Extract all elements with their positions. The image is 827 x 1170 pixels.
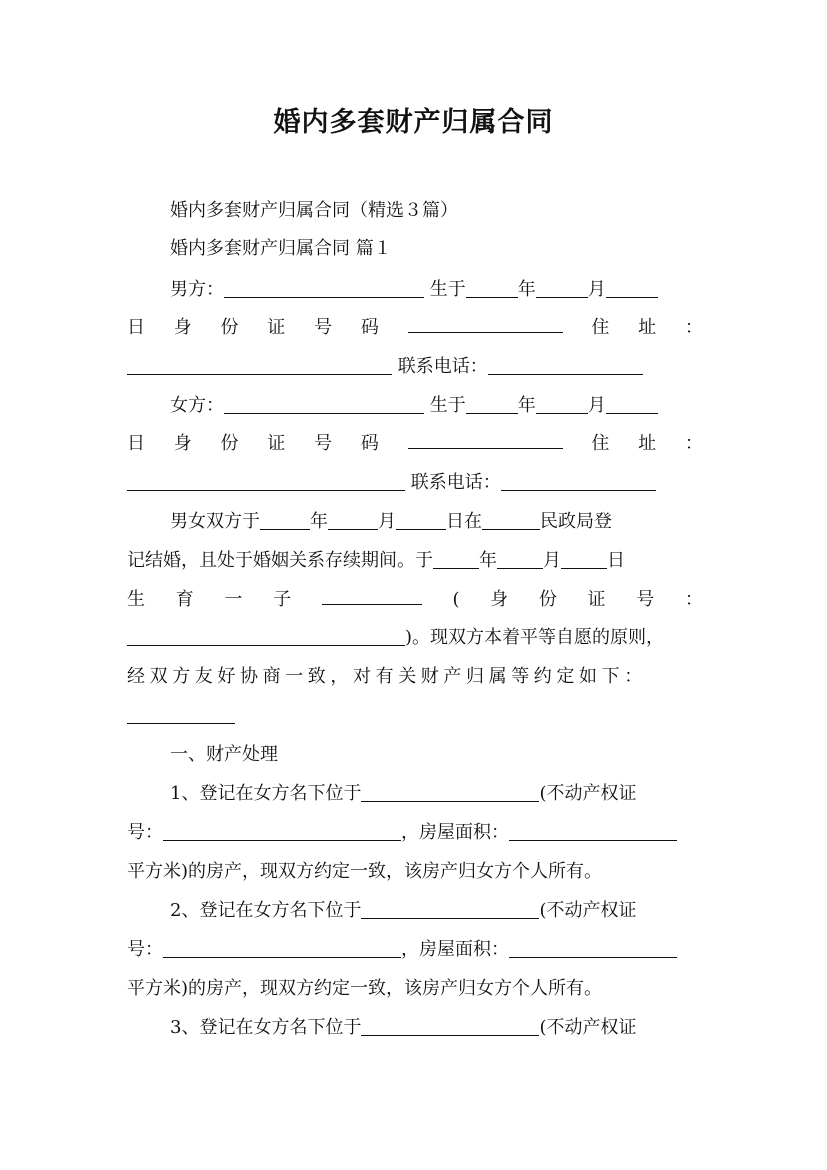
item-1-line-3: 平方米)的房产，现双方约定一致，该房产归女方个人所有。 — [127, 861, 603, 882]
woman-address-char: ： — [684, 433, 703, 454]
section-heading: 婚内多套财产归属合同 篇１ — [170, 238, 392, 259]
man-id-char: 号 — [314, 317, 333, 338]
child-id-blank — [127, 626, 405, 646]
agreement-blank-line — [127, 701, 703, 731]
man-id-char: 码 — [360, 317, 379, 338]
man-day-label: 日 — [127, 317, 145, 338]
item-registered: 登记在女方名下位于 — [199, 783, 362, 804]
marriage-day-blank — [396, 510, 446, 530]
woman-phone-label: 联系电话： — [410, 472, 501, 493]
man-address-line — [127, 352, 703, 382]
child-year-blank — [433, 549, 479, 569]
item-cert-blank — [163, 821, 401, 841]
child-id-char: ( — [452, 589, 460, 610]
child-id-char: 证 — [587, 589, 606, 610]
item-number: 3、 — [170, 1017, 200, 1038]
child-name-blank — [322, 585, 422, 605]
child-year-label: 年 — [479, 550, 497, 571]
child-day-blank — [561, 549, 607, 569]
woman-year-label: 年 — [517, 395, 536, 416]
woman-address-blank — [127, 471, 405, 491]
marriage-line-1 — [170, 507, 703, 537]
man-line — [170, 275, 703, 305]
woman-id-line — [127, 429, 703, 459]
child-id-char: 身 — [490, 589, 509, 610]
marriage-day-label: 日在 — [446, 511, 482, 532]
woman-id-char: 份 — [220, 433, 239, 454]
bureau-blank — [482, 510, 540, 530]
woman-id-char: 码 — [360, 433, 379, 454]
child-id-char: ： — [684, 589, 703, 610]
man-id-char: 份 — [220, 317, 239, 338]
man-month-label: 月 — [587, 279, 606, 300]
woman-line — [170, 391, 703, 421]
child-id-char: 份 — [538, 589, 557, 610]
item-area-label: ，房屋面积： — [401, 939, 509, 960]
principle-line — [127, 623, 703, 653]
document-title: 婚内多套财产归属合同 — [273, 107, 554, 138]
marriage-intro: 男女双方于 — [170, 511, 260, 532]
item-1-line-2 — [127, 818, 703, 848]
woman-address-line — [127, 468, 703, 498]
child-month-label: 月 — [543, 550, 561, 571]
woman-day-label: 日 — [127, 433, 145, 454]
marriage-month-blank — [328, 510, 378, 530]
item-cert-no: 号： — [127, 822, 163, 843]
item-area-label: ，房屋面积： — [401, 822, 509, 843]
man-address-char: 住 — [591, 317, 610, 338]
marriage-registered-text: 记结婚，且处于婚姻关系存续期间。于 — [127, 550, 433, 571]
man-year-label: 年 — [517, 279, 536, 300]
man-id-char: 证 — [267, 317, 286, 338]
item-cert-blank — [163, 938, 401, 958]
item-area-blank — [509, 821, 677, 841]
item-location-blank — [361, 1016, 539, 1036]
woman-name-blank — [224, 394, 424, 414]
man-id-char: 身 — [173, 317, 192, 338]
child-char: 一 — [224, 589, 243, 610]
man-address-char: ： — [684, 317, 703, 338]
marriage-year-blank — [260, 510, 310, 530]
child-month-blank — [497, 549, 543, 569]
woman-month-blank — [536, 394, 588, 414]
woman-month-label: 月 — [587, 395, 606, 416]
man-born-label: 生于 — [429, 279, 466, 300]
child-line — [127, 585, 703, 615]
woman-id-blank — [408, 429, 563, 449]
heading-one: 一、财产处理 — [170, 744, 278, 765]
woman-year-blank — [466, 394, 518, 414]
item-2-line-1 — [170, 896, 703, 926]
item-cert: (不动产权证 — [539, 1017, 637, 1038]
man-phone-label: 联系电话： — [397, 356, 488, 377]
agreement-line — [127, 662, 703, 692]
man-id-line — [127, 313, 703, 343]
agreement-blank — [127, 704, 235, 724]
woman-phone-blank — [501, 471, 656, 491]
man-name-blank — [224, 278, 424, 298]
woman-id-char: 号 — [314, 433, 333, 454]
child-char: 生 — [127, 589, 145, 610]
woman-id-char: 证 — [267, 433, 286, 454]
subtitle: 婚内多套财产归属合同（精选３篇） — [170, 200, 458, 221]
bureau-text: 民政局登 — [540, 511, 612, 532]
man-id-blank — [408, 313, 563, 333]
woman-address-char: 住 — [591, 433, 610, 454]
man-day-blank — [606, 278, 658, 298]
man-address-blank — [127, 355, 392, 375]
child-day-label: 日 — [607, 550, 625, 571]
man-phone-blank — [488, 355, 643, 375]
item-registered: 登记在女方名下位于 — [199, 1017, 362, 1038]
principle-text: )。现双方本着平等自愿的原则， — [405, 627, 665, 648]
item-cert: (不动产权证 — [539, 900, 637, 921]
item-registered: 登记在女方名下位于 — [199, 900, 362, 921]
item-number: 1、 — [170, 783, 200, 804]
marriage-year-label: 年 — [310, 511, 328, 532]
item-cert-no: 号： — [127, 939, 163, 960]
woman-day-blank — [606, 394, 658, 414]
item-2-line-2 — [127, 935, 703, 965]
marriage-month-label: 月 — [378, 511, 396, 532]
child-id-char: 号 — [636, 589, 655, 610]
man-label: 男方： — [170, 279, 224, 300]
man-year-blank — [466, 278, 518, 298]
item-location-blank — [361, 782, 539, 802]
child-char: 子 — [273, 589, 292, 610]
item-2-line-3: 平方米)的房产，现双方约定一致，该房产归女方个人所有。 — [127, 978, 603, 999]
woman-born-label: 生于 — [429, 395, 466, 416]
item-location-blank — [361, 899, 539, 919]
agreement-text: 经双方友好协商一致，对有关财产归属等约定如下： — [127, 666, 647, 687]
item-area-blank — [509, 938, 677, 958]
item-1-line-1 — [170, 779, 703, 809]
woman-label: 女方： — [170, 395, 224, 416]
man-address-char: 址 — [638, 317, 657, 338]
woman-id-char: 身 — [173, 433, 192, 454]
item-cert: (不动产权证 — [539, 783, 637, 804]
item-3-line-1 — [170, 1013, 703, 1043]
child-char: 育 — [175, 589, 194, 610]
man-month-blank — [536, 278, 588, 298]
marriage-line-2 — [127, 546, 703, 576]
item-number: 2、 — [170, 900, 200, 921]
woman-address-char: 址 — [638, 433, 657, 454]
